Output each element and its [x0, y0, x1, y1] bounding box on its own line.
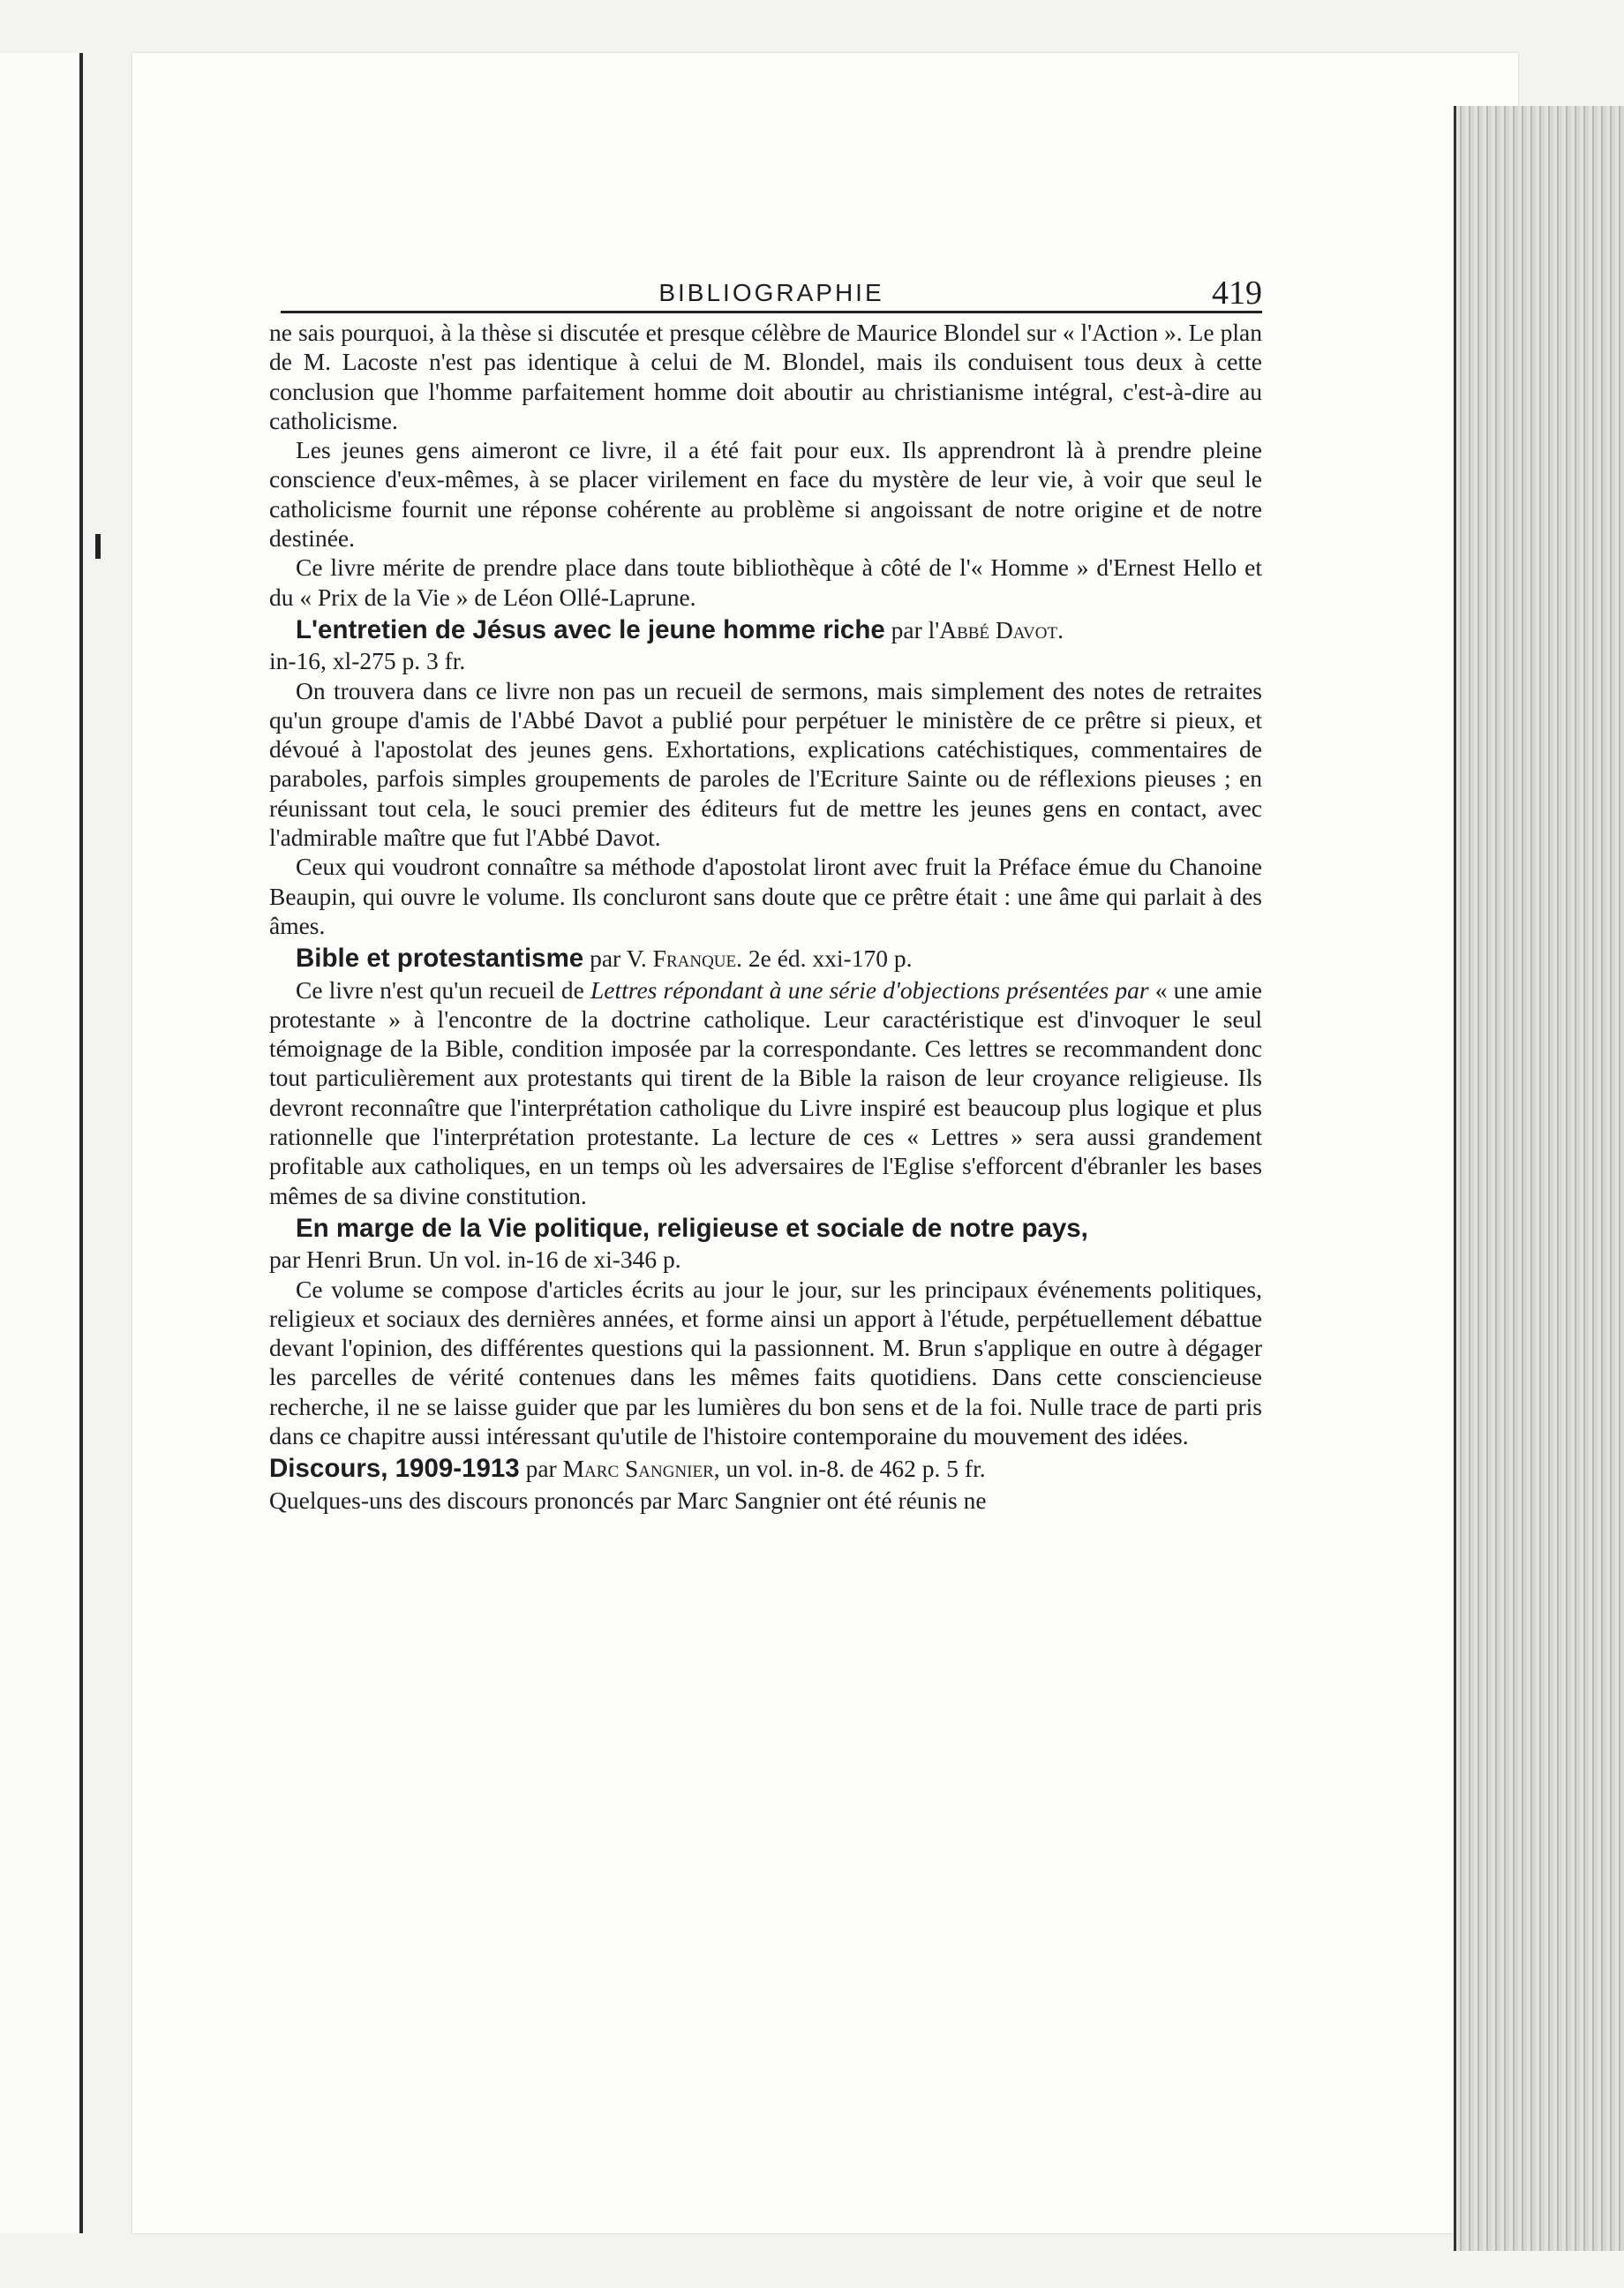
entry-par: par — [269, 1246, 306, 1274]
entry-details: Un vol. in-16 de xi-346 p. — [422, 1246, 681, 1274]
entry-author: Franque. — [652, 945, 742, 973]
bibliography-entry — [269, 944, 1262, 973]
paragraph: Quelques-uns des discours prononcés par Marc Sangnier ont été réunis ne — [269, 1486, 987, 1514]
entry-par: par l' — [884, 615, 940, 644]
entry-par: par V. — [583, 945, 653, 973]
paragraph — [269, 975, 1262, 1210]
facing-page-edge — [0, 53, 83, 2233]
paragraph-italic: Lettres répondant à une série d'objections présentées par — [590, 975, 1149, 1004]
entry-author: Henri Brun. — [306, 1246, 423, 1274]
entry-title: En marge de la Vie politique, religieuse et sociale de notre pays, — [296, 1213, 1088, 1243]
body-text — [269, 318, 1262, 1515]
paragraph: Ce volume se compose d'articles écrits au jour le jour, sur les principaux événements politiques, religieux et sociaux des dernières années, et forme ainsi un apport à l'étude, perpétuellement débattue devant l'opinion, des différentes questions qui la passionnent. M. Brun s'applique en outre à dégager les parcelles de vérité contenues dans les mêmes faits quotidiens. Dans cette consciencieuse recherche, il ne se laisse guider que par les lumières du bon sens et de la foi. Nulle trace de parti pris dans ce chapitre aussi intéressant qu'utile de l'histoire contemporaine du mouvement des idées. — [269, 1275, 1262, 1449]
entry-details: in-16, xl-275 p. 3 fr. — [269, 647, 466, 675]
paragraph: Ce livre mérite de prendre place dans toute bibliothèque à côté de l'« Homme » d'Ernest Hello et du « Prix de la Vie » de Léon Ollé-Laprune. — [269, 553, 1262, 611]
page-number: 419 — [1212, 275, 1262, 312]
paragraph-text: Ce livre n'est qu'un recueil de — [296, 975, 590, 1004]
entry-details: 2e éd. xxi-170 p. — [742, 945, 913, 973]
paragraph-text: « une amie protestante » à l'encontre de la doctrine catholique. Leur caractéristique est d'invoquer le seul témoignage de la Bible, condition imposée par la correspondante. Ces lettres se recommandent donc tout particulièrement aux protestants qui tirent de la Bible la raison de leur croyance religieuse. Ils devront reconnaître que l'interprétation catholique du Livre inspiré est beaucoup plus logique et plus rationnelle que l'interprétation protestante. La lecture de ces « Lettres » sera aussi grandement profitable aux catholiques, en un temps où les adversaires de l'Eglise s'efforcent d'ébranler les bases mêmes de sa divine constitution. — [269, 975, 1262, 1209]
page-edge-mark — [95, 534, 101, 559]
running-head: BIBLIOGRAPHIE — [658, 279, 884, 306]
paragraph: On trouvera dans ce livre non pas un recueil de sermons, mais simplement des notes de retraites qu'un groupe d'amis de l'Abbé Davot a publié pour perpétuer le ministère de ce prêtre si pieux, et dévoué à l'apostolat des jeunes gens. Exhortations, explications catéchistiques, commentaires de paraboles, parfois simples groupements de paroles de l'Ecriture Sainte ou de réflexions pieuses ; en réunissant tout cela, le souci premier des éditeurs fut de mettre les jeunes gens en contact, avec l'admirable maître que fut l'Abbé Davot. — [269, 676, 1262, 852]
bibliography-entry — [269, 1214, 1262, 1243]
entry-par: par — [519, 1455, 563, 1483]
entry-title: Bible et protestantisme — [296, 944, 584, 974]
paragraph: ne sais pourquoi, à la thèse si discutée et presque célèbre de Maurice Blondel sur « l'Action ». Le plan de M. Lacoste n'est pas identique à celui de M. Blondel, mais ils conduisent tous deux à cette conclusion que l'homme parfaitement homme doit aboutir au christianisme intégral, c'est-à-dire au catholicisme. — [269, 319, 1262, 434]
paragraph: Les jeunes gens aimeront ce livre, il a été fait pour eux. Ils apprendront là à prendre pleine conscience d'eux-mêmes, à se placer virilement en face du mystère de leur vie, à voir que seul le catholicisme fournit une réponse cohérente au problème si angoissant de notre origine et de notre destinée. — [269, 436, 1262, 553]
header-rule — [281, 311, 1262, 313]
entry-details: un vol. in-8. de 462 p. 5 fr. — [719, 1455, 986, 1483]
entry-author: Abbé Davot. — [939, 615, 1064, 644]
entry-title: L'entretien de Jésus avec le jeune homme riche — [296, 614, 885, 644]
page-header — [281, 254, 1262, 312]
entry-author: Marc Sangnier, — [562, 1455, 720, 1483]
entry-byline — [269, 1245, 1262, 1274]
paragraph: Ceux qui voudront connaître sa méthode d'apostolat liront avec fruit la Préface émue du Chanoine Beaupin, qui ouvre le volume. Ils concluront sans doute que ce prêtre était : une âme qui parlait à des âmes. — [269, 853, 1262, 939]
entry-title: Discours, 1909-1913 — [269, 1454, 520, 1484]
bibliography-entry — [269, 615, 1262, 644]
bibliography-entry — [269, 1454, 1262, 1483]
page-stack-edge — [1454, 106, 1624, 2251]
